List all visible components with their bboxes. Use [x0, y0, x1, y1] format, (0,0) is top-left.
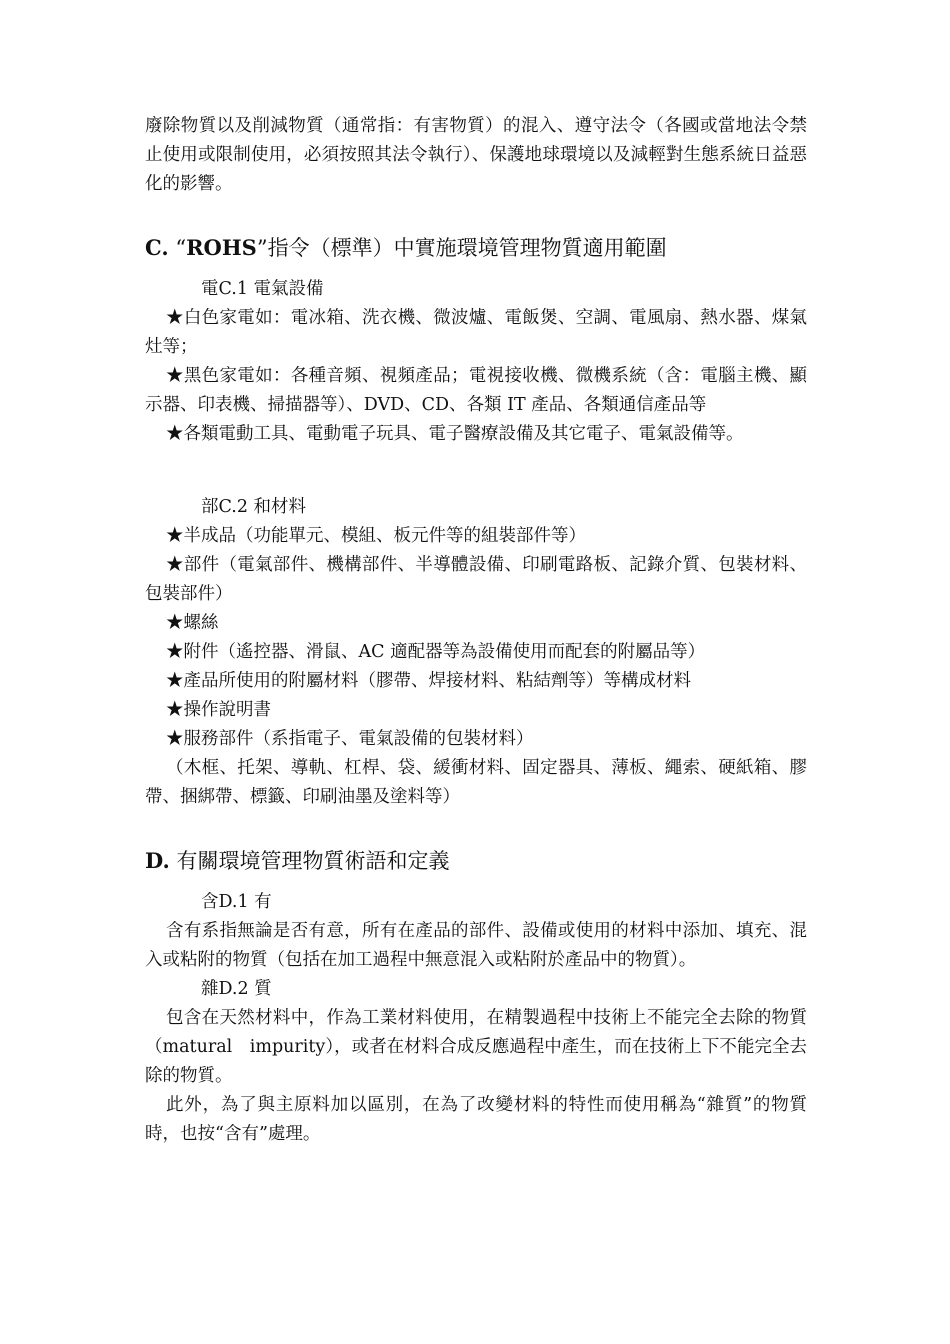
section-d-letter: D. [145, 848, 170, 873]
c2-item: ★半成品（功能單元、模組、板元件等的組裝部件等） [166, 526, 586, 546]
intro-paragraph: 廢除物質以及削減物質（通常指：有害物質）的混入、遵守法令（各國或當地法令禁止使用或限制使用，必須按照其法令執行）、保護地球環境以及減輕對生態系統日益惡化的影響。 [145, 116, 807, 194]
section-d-title: 有關環境管理物質術語和定義 [176, 849, 450, 873]
section-d-heading [145, 846, 807, 876]
spacer [145, 449, 807, 493]
subsection-c2-label: 部C.2 和材料 [201, 497, 307, 517]
c2-item: ★產品所使用的附屬材料（膠帶、焊接材料、粘結劑等）等構成材料 [166, 671, 691, 691]
c2-item: （木框、托架、導軌、杠桿、袋、緩衝材料、固定器具、薄板、繩索、硬紙箱、膠帶、捆綁帶、標籤、印刷油墨及塗料等） [145, 758, 807, 807]
c2-item: ★操作說明書 [166, 700, 271, 720]
c2-item: ★附件（遙控器、滑鼠、AC 適配器等為設備使用而配套的附屬品等） [166, 642, 706, 662]
d2-definition: 包含在天然材料中，作為工業材料使用，在精製過程中技術上不能完全去除的物質（matural impurity），或者在材料合成反應過程中產生，而在技術上下不能完全去除的物質。 [145, 1008, 807, 1086]
section-c-title-rest: ”指令（標準）中實施環境管理物質適用範圍 [256, 236, 667, 260]
c2-item: ★服務部件（系指電子、電氣設備的包裝材料） [166, 729, 534, 749]
subsection-d1-label: 含D.1 有 [201, 892, 272, 912]
c1-item: ★黑色家電如：各種音頻、視頻產品；電視接收機、微機系統（含：電腦主機、顯示器、印表機、掃描器等）、DVD、CD、各類 IT 產品、各類通信產品等 [145, 366, 807, 415]
c2-item: ★螺絲 [166, 613, 219, 633]
section-c-title-open: “ [175, 236, 187, 260]
section-c-letter: C. [145, 235, 169, 260]
section-c-heading [145, 233, 807, 263]
c1-item: ★白色家電如：電冰箱、洗衣機、微波爐、電飯煲、空調、電風扇、熱水器、煤氣灶等； [145, 308, 807, 357]
d1-definition: 含有系指無論是否有意，所有在產品的部件、設備或使用的材料中添加、填充、混入或粘附的物質（包括在加工過程中無意混入或粘附於產品中的物質）。 [145, 921, 807, 970]
c1-item: ★各類電動工具、電動電子玩具、電子醫療設備及其它電子、電氣設備等。 [166, 424, 744, 444]
c2-item: ★部件（電氣部件、機構部件、半導體設備、印刷電路板、記錄介質、包裝材料、包裝部件） [145, 555, 807, 604]
section-c-title-latin: ROHS [186, 235, 257, 260]
document-body [145, 112, 807, 1149]
d2-note: 此外，為了與主原料加以區別，在為了改變材料的特性而使用稱為“雜質”的物質時，也按“含有”處理。 [145, 1095, 807, 1144]
subsection-c1-label: 電C.1 電氣設備 [201, 279, 324, 299]
subsection-d2-label: 雜D.2 質 [201, 979, 272, 999]
